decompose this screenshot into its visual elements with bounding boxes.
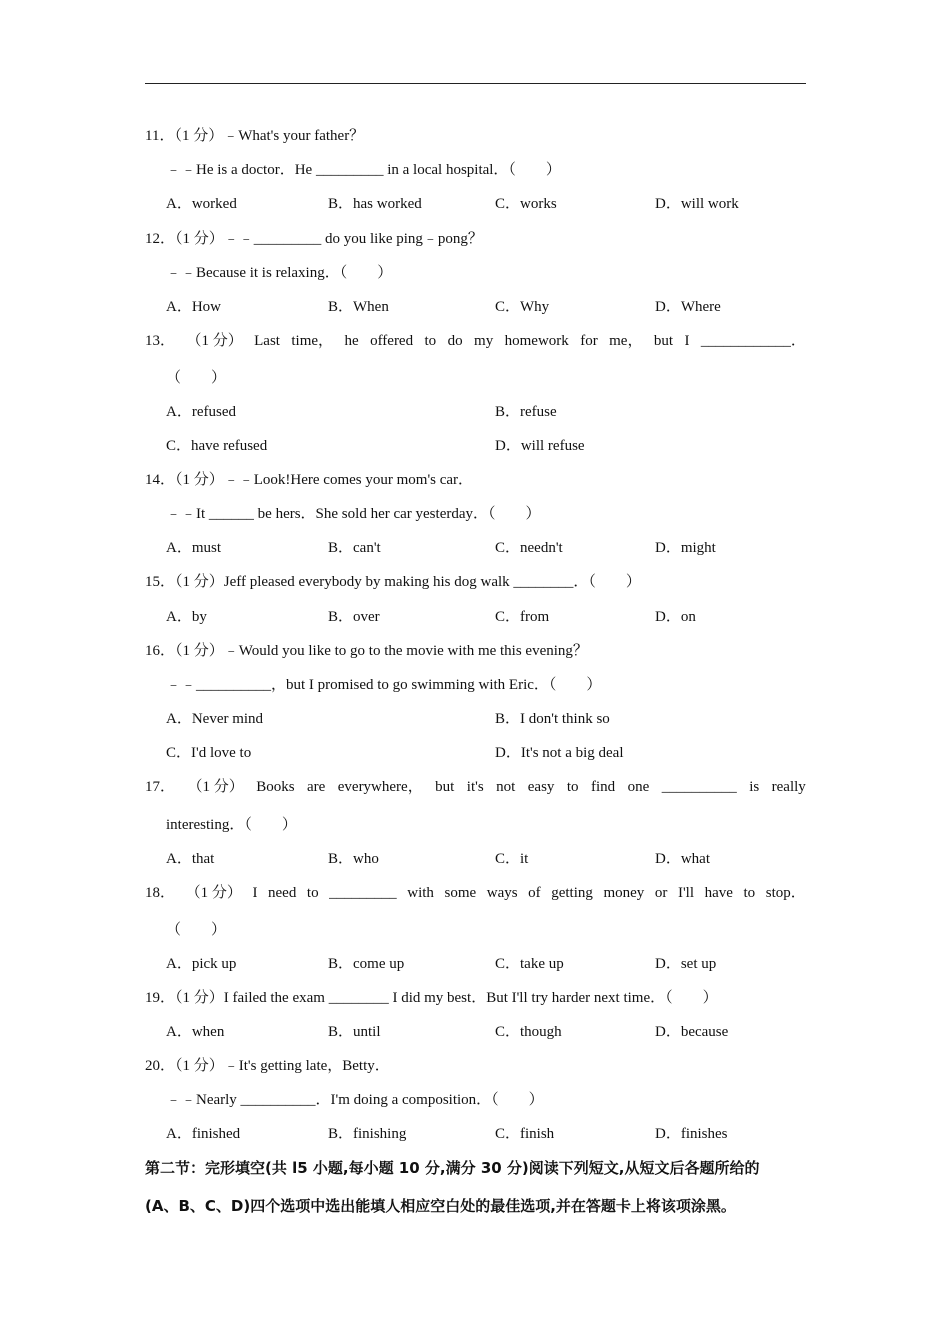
stem-word: （1 分） bbox=[187, 779, 244, 795]
question-20-option-b[interactable]: B．finishing bbox=[328, 1126, 407, 1142]
stem-word: offered bbox=[370, 333, 414, 349]
stem-word: __________ bbox=[661, 779, 737, 795]
question-13-line2: （ ） bbox=[166, 370, 227, 386]
question-20-option-c[interactable]: C．finish bbox=[495, 1126, 555, 1142]
question-12-option-c[interactable]: C．Why bbox=[495, 299, 550, 315]
question-18-option-d[interactable]: D．set up bbox=[655, 956, 717, 972]
question-19-option-c[interactable]: C．though bbox=[495, 1024, 562, 1040]
question-16-stem: 16．（1 分）﹣Would you like to go to the movie with me this evening？ bbox=[145, 643, 588, 659]
question-13-option-d[interactable]: D．will refuse bbox=[495, 438, 585, 454]
question-16-option-b[interactable]: B．I don't think so bbox=[495, 711, 610, 727]
question-19-stem: 19．（1 分）I failed the exam ________ I did my best．But I'll try harder next time．（ ） bbox=[145, 990, 718, 1006]
stem-word: need bbox=[268, 885, 297, 901]
question-16-option-d[interactable]: D．It's not a big deal bbox=[495, 745, 624, 761]
question-17-line2: interesting．（ ） bbox=[166, 817, 297, 833]
question-13-option-c[interactable]: C．have refused bbox=[166, 438, 268, 454]
stem-word: homework bbox=[504, 333, 569, 349]
question-11-option-a[interactable]: A．worked bbox=[166, 196, 237, 212]
stem-word: to bbox=[566, 779, 579, 795]
stem-word: me， bbox=[609, 333, 643, 349]
question-14-option-b[interactable]: B．can't bbox=[328, 540, 381, 556]
question-13-option-a[interactable]: A．refused bbox=[166, 404, 236, 420]
stem-word: getting bbox=[551, 885, 593, 901]
stem-word: to bbox=[306, 885, 319, 901]
stem-word: everywhere， bbox=[337, 779, 423, 795]
question-17-option-d[interactable]: D．what bbox=[655, 851, 710, 867]
stem-word: money bbox=[603, 885, 645, 901]
question-19-option-a[interactable]: A．when bbox=[166, 1024, 225, 1040]
stem-word: stop． bbox=[765, 885, 806, 901]
question-14-option-d[interactable]: D．might bbox=[655, 540, 716, 556]
question-18-option-a[interactable]: A．pick up bbox=[166, 956, 237, 972]
question-15-option-a[interactable]: A．by bbox=[166, 609, 207, 625]
stem-word: are bbox=[306, 779, 326, 795]
stem-word: （1 分） bbox=[185, 885, 242, 901]
stem-word: but bbox=[653, 333, 674, 349]
stem-word: ways bbox=[486, 885, 518, 901]
stem-word: some bbox=[444, 885, 477, 901]
stem-word: it's bbox=[466, 779, 484, 795]
stem-word: 13． bbox=[145, 333, 176, 349]
stem-word: ____________． bbox=[700, 333, 806, 349]
stem-word: have bbox=[704, 885, 733, 901]
stem-word: not bbox=[496, 779, 516, 795]
stem-word: Books bbox=[256, 779, 295, 795]
question-20-line2: ﹣﹣Nearly __________．I'm doing a composition．（ ） bbox=[166, 1092, 544, 1108]
question-18-option-c[interactable]: C．take up bbox=[495, 956, 564, 972]
question-11-option-b[interactable]: B．has worked bbox=[328, 196, 422, 212]
question-17-option-a[interactable]: A．that bbox=[166, 851, 215, 867]
question-20-stem: 20．（1 分）﹣It's getting late，Betty． bbox=[145, 1058, 390, 1074]
question-18-option-b[interactable]: B．come up bbox=[328, 956, 405, 972]
question-11-option-c[interactable]: C．works bbox=[495, 196, 557, 212]
stem-word: for bbox=[580, 333, 598, 349]
stem-word: one bbox=[627, 779, 650, 795]
stem-word: easy bbox=[527, 779, 555, 795]
question-18-stem bbox=[145, 884, 806, 902]
question-19-option-b[interactable]: B．until bbox=[328, 1024, 381, 1040]
stem-word: 17． bbox=[145, 779, 176, 795]
stem-word: he bbox=[344, 333, 359, 349]
stem-word: of bbox=[528, 885, 541, 901]
stem-word: I'll bbox=[677, 885, 695, 901]
question-20-option-d[interactable]: D．finishes bbox=[655, 1126, 728, 1142]
section-2-instructions-line1: 第二节：完形填空(共 l5 小题,每小题 10 分,满分 30 分)阅读下列短文,从短文后各题所给的 bbox=[145, 1159, 760, 1177]
question-12-line2: ﹣﹣Because it is relaxing．（ ） bbox=[166, 265, 393, 281]
stem-word: time， bbox=[291, 333, 334, 349]
stem-word: I bbox=[684, 333, 690, 349]
question-11-line2: ﹣﹣He is a doctor．He _________ in a local hospital．（ ） bbox=[166, 162, 561, 178]
question-11-stem: 11．（1 分）﹣What's your father？ bbox=[145, 128, 365, 144]
question-20-option-a[interactable]: A．finished bbox=[166, 1126, 241, 1142]
stem-word: find bbox=[590, 779, 616, 795]
stem-word: to bbox=[743, 885, 756, 901]
header-rule bbox=[145, 83, 806, 84]
stem-word: do bbox=[447, 333, 463, 349]
question-17-option-b[interactable]: B．who bbox=[328, 851, 379, 867]
question-13-stem bbox=[145, 332, 806, 350]
question-16-line2: ﹣﹣__________，but I promised to go swimming with Eric．（ ） bbox=[166, 677, 602, 693]
question-16-option-c[interactable]: C．I'd love to bbox=[166, 745, 252, 761]
stem-word: to bbox=[424, 333, 437, 349]
question-12-option-a[interactable]: A．How bbox=[166, 299, 221, 315]
question-15-option-d[interactable]: D．on bbox=[655, 609, 696, 625]
question-15-option-b[interactable]: B．over bbox=[328, 609, 380, 625]
stem-word: （1 分） bbox=[186, 333, 243, 349]
stem-word: but bbox=[435, 779, 455, 795]
section-2-instructions-line2: (A、B、C、D)四个选项中选出能填人相应空白处的最佳选项,并在答题卡上将该项涂黑。 bbox=[145, 1197, 736, 1215]
question-13-option-b[interactable]: B．refuse bbox=[495, 404, 557, 420]
question-11-option-d[interactable]: D．will work bbox=[655, 196, 739, 212]
stem-word: really bbox=[771, 779, 806, 795]
question-17-stem bbox=[145, 778, 806, 796]
question-18-line2: （ ） bbox=[166, 922, 227, 938]
stem-word: 18． bbox=[145, 885, 176, 901]
stem-word: is bbox=[749, 779, 760, 795]
stem-word: or bbox=[654, 885, 668, 901]
stem-word: my bbox=[474, 333, 494, 349]
question-14-stem: 14．（1 分）﹣﹣Look!Here comes your mom's car． bbox=[145, 472, 474, 488]
question-14-option-a[interactable]: A．must bbox=[166, 540, 222, 556]
stem-word: _________ bbox=[329, 885, 397, 901]
stem-word: with bbox=[407, 885, 434, 901]
stem-word: Last bbox=[254, 333, 280, 349]
question-12-option-d[interactable]: D．Where bbox=[655, 299, 721, 315]
question-17-option-c[interactable]: C．it bbox=[495, 851, 529, 867]
stem-word: I bbox=[252, 885, 258, 901]
question-15-stem: 15．（1 分）Jeff pleased everybody by making his dog walk ________．（ ） bbox=[145, 574, 641, 590]
question-16-option-a[interactable]: A．Never mind bbox=[166, 711, 264, 727]
question-12-stem: 12．（1 分）﹣﹣_________ do you like ping﹣pong？ bbox=[145, 231, 483, 247]
question-19-option-d[interactable]: D．because bbox=[655, 1024, 729, 1040]
question-14-option-c[interactable]: C．needn't bbox=[495, 540, 563, 556]
question-14-line2: ﹣﹣It ______ be hers．She sold her car yesterday．（ ） bbox=[166, 506, 541, 522]
question-12-option-b[interactable]: B．When bbox=[328, 299, 389, 315]
question-15-option-c[interactable]: C．from bbox=[495, 609, 550, 625]
